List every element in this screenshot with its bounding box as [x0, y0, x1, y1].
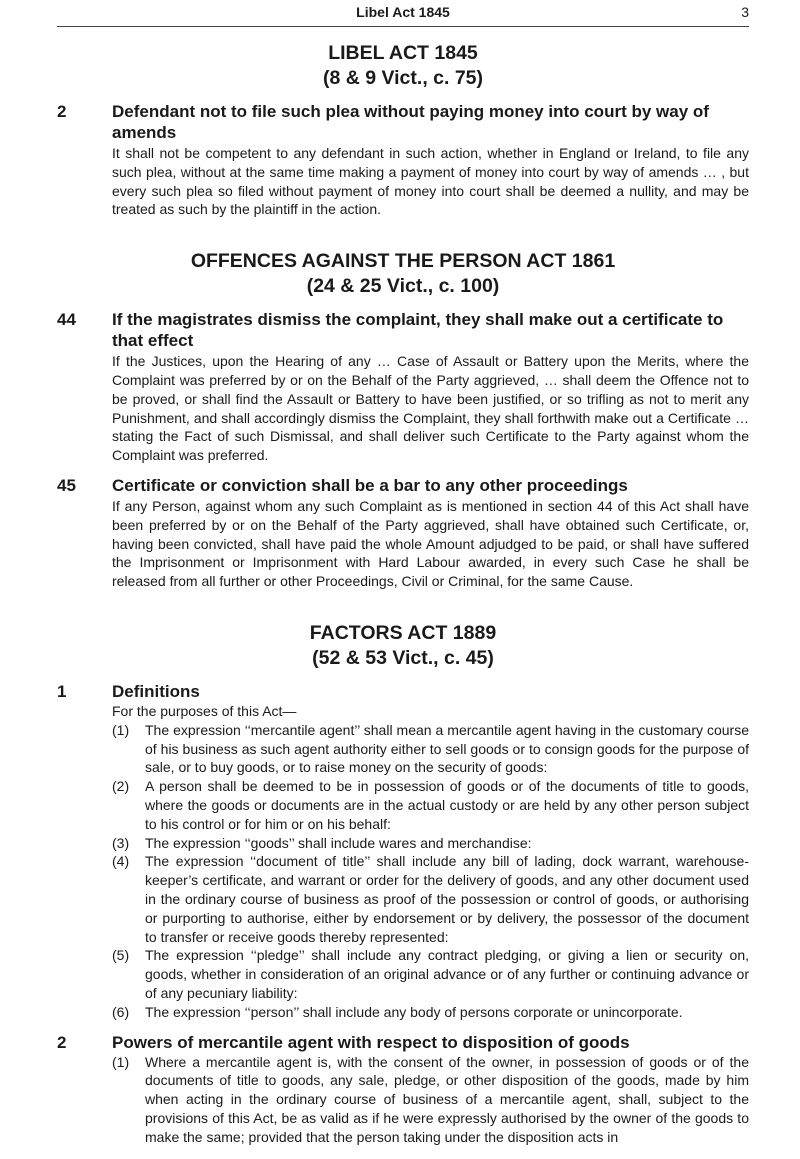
item-text: The expression ‘‘document of title’’ shall include any bill of lading, dock warrant, warehouse-keeper’s certificate, and warrant or order for the delivery of goods, and any other document used in the ordinary course of business as proof of the possession or control of goods, or authorising or purporting to authorise, either by endorsement or by delivery, the possessor of the document to transfer or receive goods thereby represented: [145, 853, 749, 945]
item-text: The expression ‘‘pledge’’ shall include any contract pledging, or giving a lien or security on, goods, whether in consideration of an original advance or of any further or continuing advance or of any pecuniary liability: [145, 947, 749, 1001]
section [57, 475, 749, 591]
act-offences-against-person-1861 [57, 249, 749, 591]
act-title: FACTORS ACT 1889 [309, 621, 497, 644]
act-title: OFFENCES AGAINST THE PERSON ACT 1861 [190, 250, 616, 273]
item-label: (1) [112, 1053, 130, 1070]
section-text: If any Person, against whom any such Complaint as is mentioned in section 44 of this Act shall have been preferred by or on the Behalf of the Party aggrieved, shall have obtained such Certificate, or, having been convicted, shall have paid the whole Amount adjudged to be paid, or shall have suffered the Imprisonment or Imprisonment with Hard Labour awarded, in every such Case he shall be released from all further or other Proceedings, Civil or Criminal, for the same Cause. [112, 497, 749, 590]
item-label: (2) [112, 778, 130, 795]
list-item [112, 721, 749, 777]
item-label: (6) [112, 1003, 130, 1020]
list-item [112, 946, 749, 1002]
act-factors-1889 [57, 621, 749, 1147]
section [57, 309, 749, 465]
section-heading: Powers of mercantile agent with respect to disposition of goods [112, 1032, 630, 1052]
item-text: The expression ‘‘person’’ shall include any body of persons corporate or unincorporate. [145, 1003, 683, 1020]
page-number: 3 [741, 4, 749, 20]
section-number: 44 [57, 310, 76, 330]
section-heading: Definitions [112, 681, 200, 701]
item-label: (3) [112, 834, 130, 851]
list-item [112, 852, 749, 946]
act-citation: (52 & 53 Vict., c. 45) [312, 646, 494, 669]
section-heading: If the magistrates dismiss the complaint, they shall make out a certificate to that effect [112, 310, 724, 351]
list-item [112, 777, 749, 833]
list-item [112, 1053, 749, 1147]
section [57, 1032, 749, 1147]
section-text: If the Justices, upon the Hearing of any … Case of Assault or Battery upon the Merits, where the Complaint was preferred by or on the Behalf of the Party aggrieved, … shall deem the Offence not to be proved, or shall find the Assault or Battery to have been justified, or so trifling as not to merit any Punishment, and shall accordingly dismiss the Complaint, they shall forthwith make out a Certificate … stating the Fact of such Dismissal, and shall deliver such Certificate to the Party against whom the Complaint was preferred. [112, 353, 749, 464]
section-heading: Defendant not to file such plea without paying money into court by way of amends [112, 102, 709, 142]
item-label: (1) [112, 721, 130, 738]
section-number: 45 [57, 475, 76, 495]
page-content [57, 41, 749, 1146]
section-intro: For the purposes of this Act— [112, 702, 297, 719]
section-number: 2 [57, 102, 67, 121]
running-head-title: Libel Act 1845 [356, 4, 450, 20]
act-libel-1845 [57, 41, 749, 219]
list-item [112, 834, 749, 853]
item-text: The expression ‘‘mercantile agent’’ shall mean a mercantile agent having in the customary course of his business as such agent authority either to sell goods or to consign goods for the purpose of sale, or to buy goods, or to raise money on the security of goods: [145, 721, 749, 776]
section-number: 1 [57, 681, 67, 701]
item-label: (5) [112, 947, 130, 964]
item-text: Where a mercantile agent is, with the consent of the owner, in possession of goods or of the documents of title to goods, any sale, pledge, or other disposition of the goods, made by him when acting in the ordinary course of business of a mercantile agent, shall, subject to the provisions of this Act, be as valid as if he were expressly authorised by the owner of the goods to make the same; provided that the person taking under the disposition acts in [145, 1053, 749, 1145]
item-text: A person shall be deemed to be in possession of goods or of the documents of title to goods, where the goods or documents are in the actual custody or are held by any other person subject to his control or for him or on his behalf: [145, 778, 749, 832]
list-item [112, 1003, 749, 1022]
act-citation: (8 & 9 Vict., c. 75) [322, 67, 484, 89]
act-citation: (24 & 25 Vict., c. 100) [306, 275, 500, 298]
item-text: The expression ‘‘goods’’ shall include wares and merchandise: [145, 834, 532, 851]
section-heading: Certificate or conviction shall be a bar to any other proceedings [112, 475, 628, 495]
section-text: It shall not be competent to any defendant in such action, whether in England or Ireland, to file any such plea, without at the same time making a payment of money into court by way of amends … , but every such plea so filed without payment of money into court shall be deemed a nullity, and may be treated as such by the plaintiff in the action. [112, 145, 749, 218]
section-number: 2 [57, 1032, 67, 1052]
section [57, 101, 749, 219]
item-label: (4) [112, 853, 130, 870]
section [57, 681, 749, 1022]
running-head [57, 0, 749, 27]
act-title: LIBEL ACT 1845 [328, 42, 478, 64]
